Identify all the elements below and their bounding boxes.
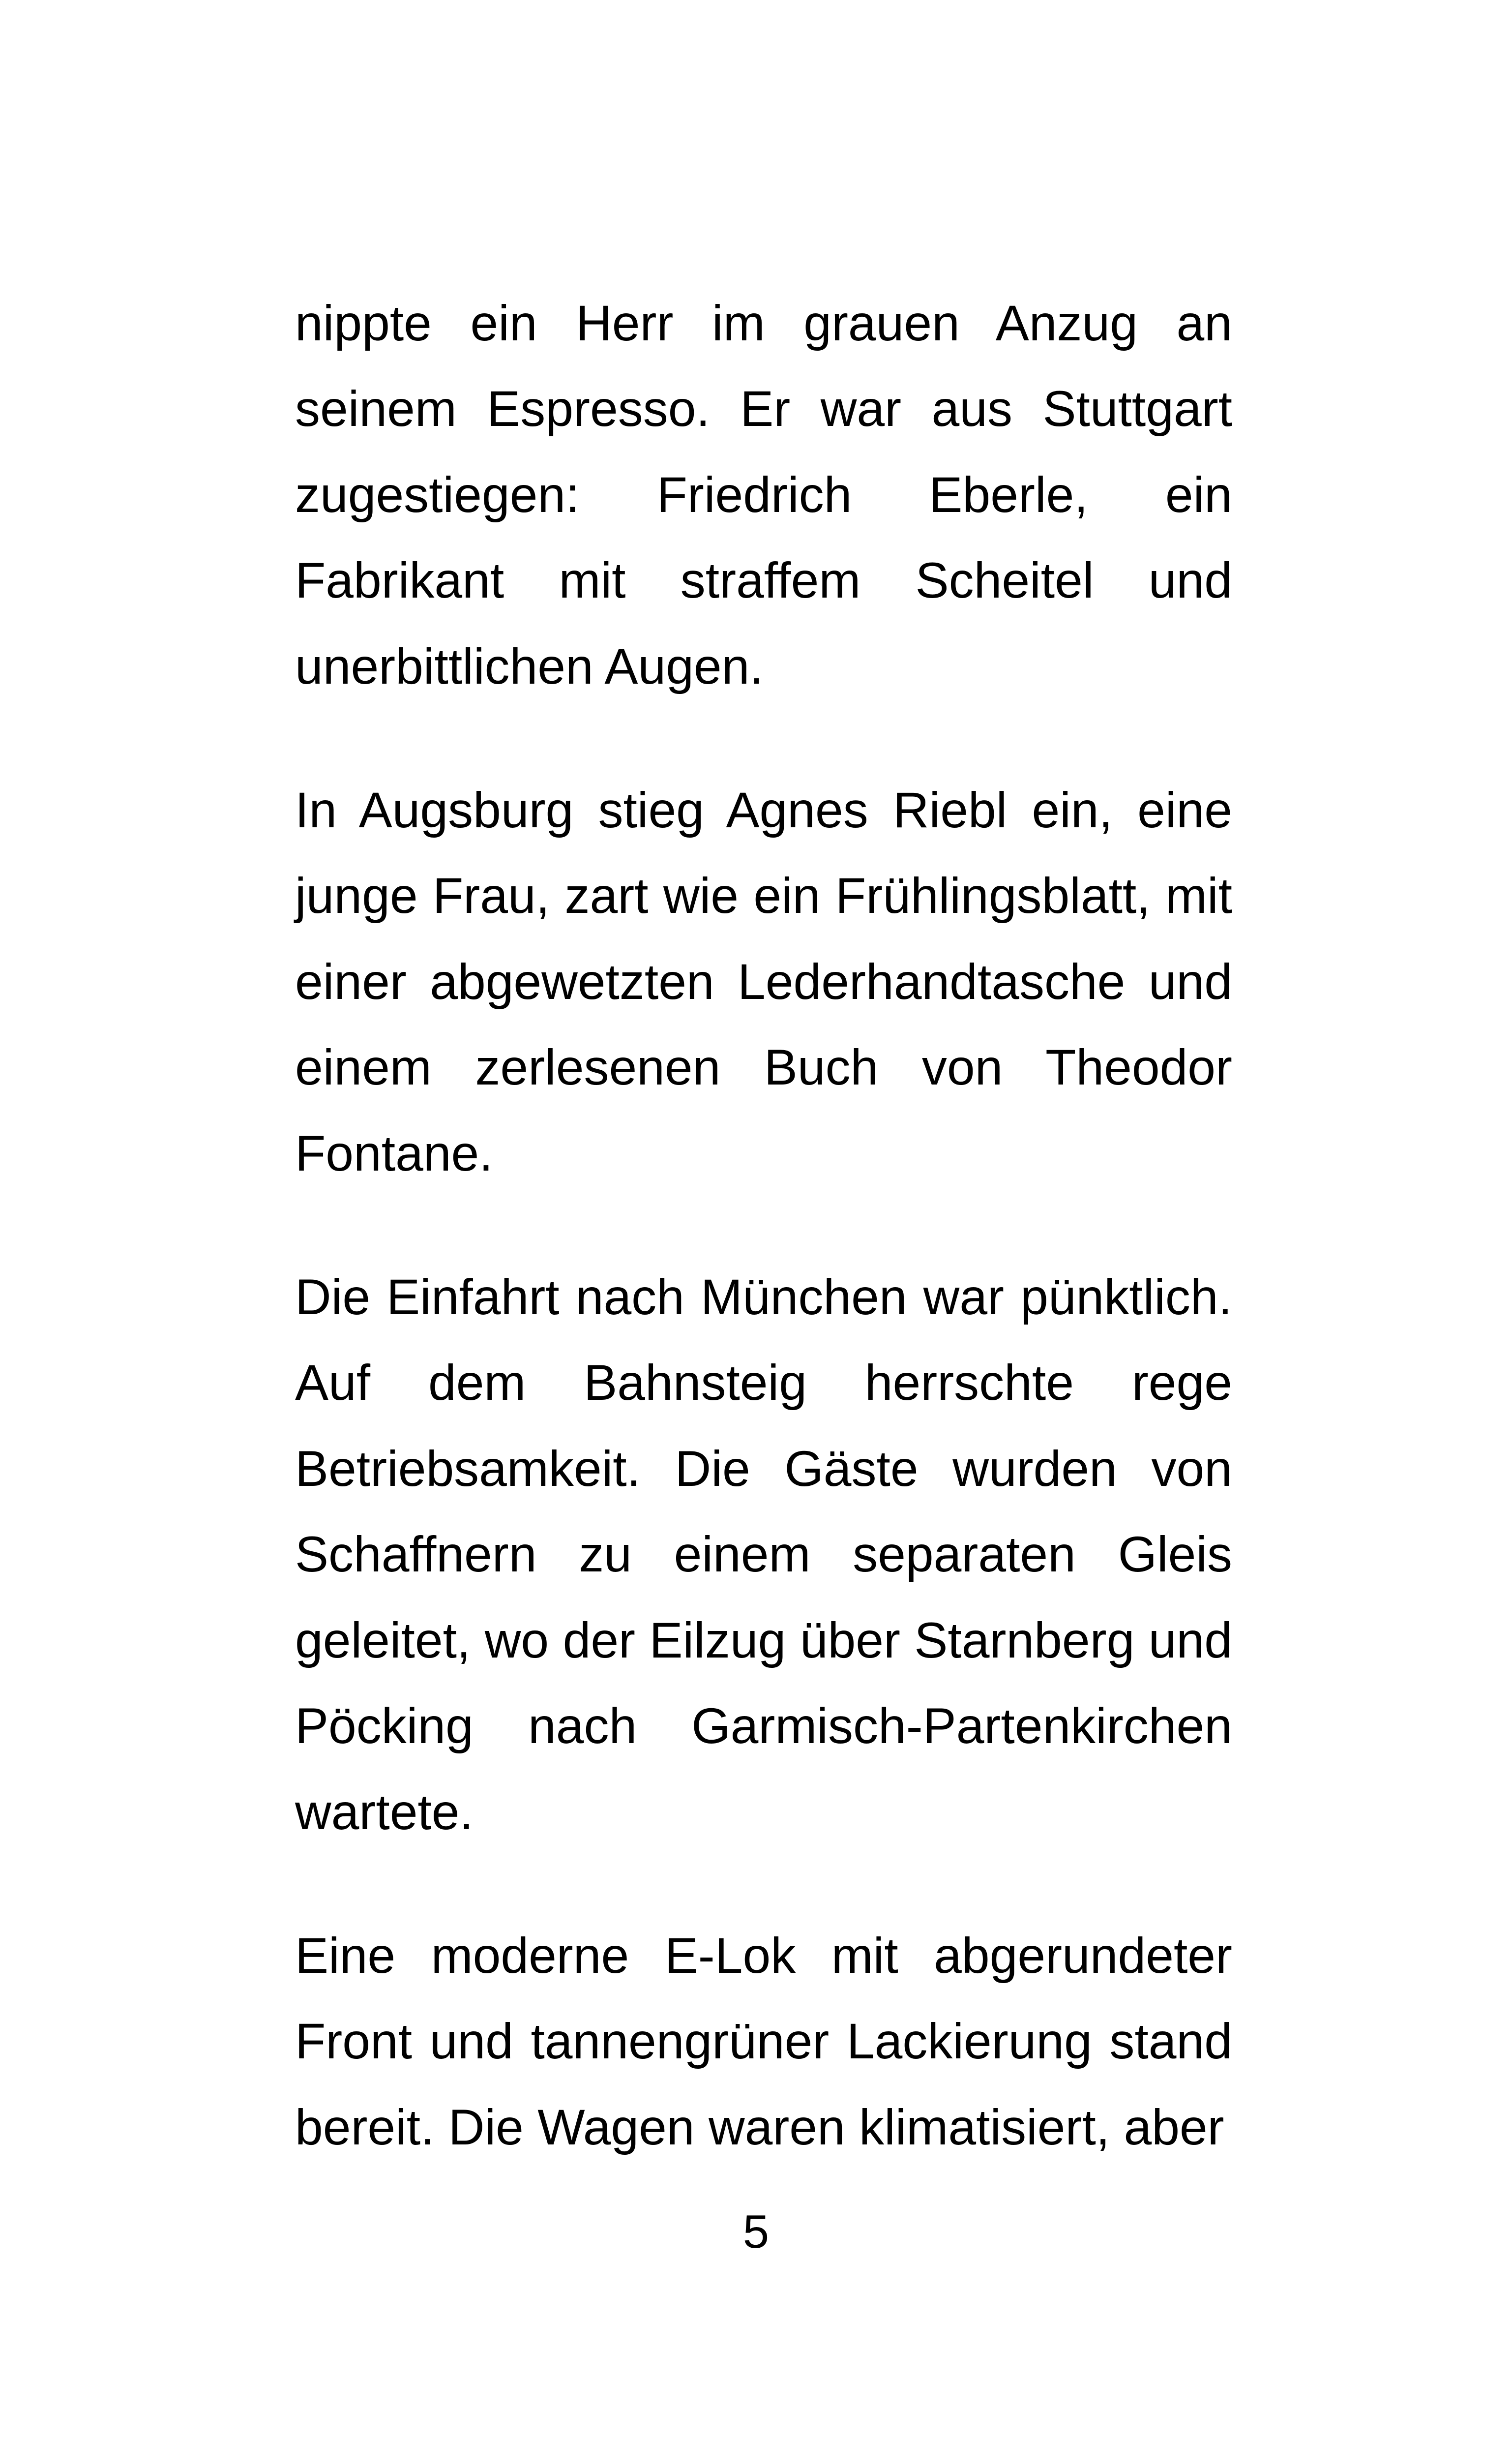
paragraph-4: Eine moderne E-Lok mit abgerundeter Front und tannengrüner Lackierung stand bereit. Die Wagen waren klimatisiert, aber <box>295 1927 1232 2155</box>
body-text <box>295 280 1232 2228</box>
paragraph-1: nippte ein Herr im grauen Anzug an seinem Espresso. Er war aus Stuttgart zugestiegen: Friedrich Eberle, ein Fabrikant mit straffem Scheitel und unerbittlichen Augen. <box>295 295 1232 694</box>
page-number: 5 <box>742 2205 770 2258</box>
paragraph-3: Die Einfahrt nach München war pünktlich. Auf dem Bahnsteig herrschte rege Betriebsamkeit. Die Gäste wurden von Schaffnern zu einem separaten Gleis geleitet, wo der Eilzug über Starnberg und Pöcking nach Garmisch-Partenkirchen wartete. <box>295 1269 1232 1840</box>
paragraph-2: In Augsburg stieg Agnes Riebl ein, eine junge Frau, zart wie ein Frühlingsblatt, mit einer abgewetzten Lederhandtasche und einem zerlesenen Buch von Theodor Fontane. <box>295 782 1232 1181</box>
